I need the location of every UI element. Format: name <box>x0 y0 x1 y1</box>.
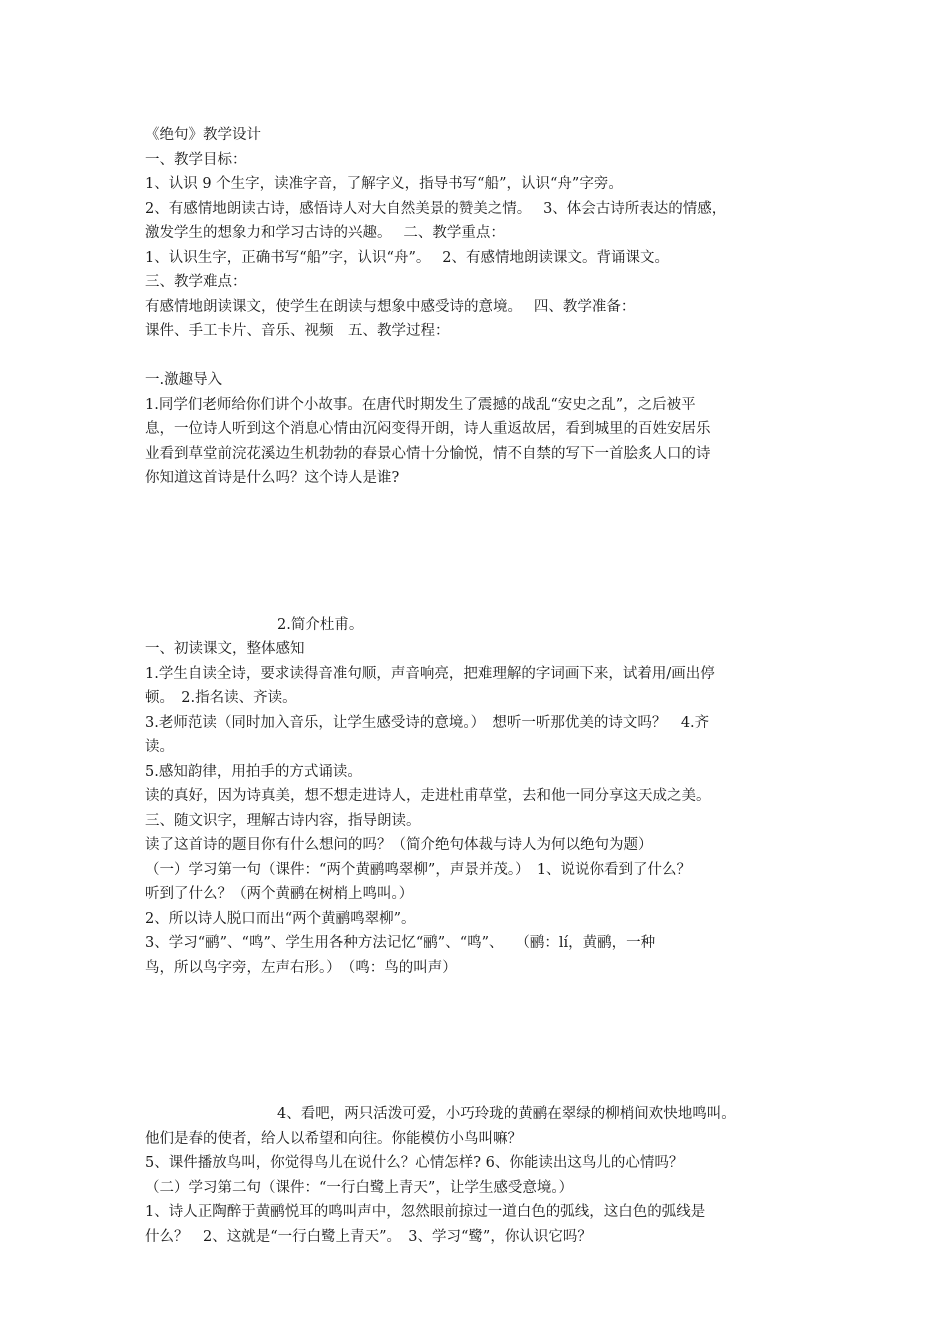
blank-space <box>145 980 810 1102</box>
text-line: 息，一位诗人听到这个消息心情由沉闷变得开朗，诗人重返故居，看到城里的百姓安居乐 <box>145 421 711 437</box>
text-line: 3、学习“鹂”、“鸣”、学生用各种方法记忆“鹂”、“鸣”、 （鹂：lí，黄鹂，一种 <box>145 935 656 951</box>
text-line: 2.简介杜甫。 <box>277 616 364 633</box>
text-line: 5、课件播放鸟叫，你觉得鸟儿在说什么？心情怎样? 6、你能读出这鸟儿的心情吗？ <box>145 1155 684 1171</box>
text-line: 课件、手工卡片、音乐、视频 五、教学过程： <box>145 323 450 339</box>
text-line: 顿。 2.指名读、齐读。 <box>145 690 297 706</box>
text-line: 1.同学们老师给你们讲个小故事。在唐代时期发生了震撼的战乱“安史之乱”，之后被平 <box>145 396 696 413</box>
section-heading: 一、初读课文，整体感知 <box>145 641 305 657</box>
document-title: 《绝句》教学设计 <box>145 127 261 143</box>
section-heading: 一.激趣导入 <box>145 372 223 388</box>
text-line: 激发学生的想象力和学习古诗的兴趣。 二、教学重点： <box>145 225 505 241</box>
text-line: 三、教学难点： <box>145 274 247 290</box>
document-page <box>145 123 810 1249</box>
text-line: 听到了什么？（两个黄鹂在树梢上鸣叫。） <box>145 886 414 902</box>
section-heading: 三、随文识字，理解古诗内容，指导朗读。 <box>145 812 421 829</box>
text-line: 一、教学目标： <box>145 151 247 168</box>
blank-line <box>145 344 810 369</box>
text-line: 4、看吧，两只活泼可爱，小巧玲珑的黄鹂在翠绿的柳梢间欢快地鸣叫。 <box>277 1106 736 1122</box>
text-line: 你知道这首诗是什么吗？这个诗人是谁? <box>145 470 400 486</box>
blank-space <box>145 491 810 613</box>
text-line: 有感情地朗读课文，使学生在朗读与想象中感受诗的意境。 四、教学准备： <box>145 298 636 315</box>
text-line: 鸟，所以鸟字旁，左声右形。） （鸣：鸟的叫声） <box>145 959 457 976</box>
text-line: 5.感知韵律，用拍手的方式诵读。 <box>145 763 362 780</box>
text-line: 3.老师范读（同时加入音乐，让学生感受诗的意境。） 想听一听那优美的诗文吗？ 4.齐 <box>145 714 710 731</box>
text-line: 2、所以诗人脱口而出“两个黄鹂鸣翠柳”。 <box>145 910 416 927</box>
text-line: 他们是春的使者，给人以希望和向往。你能模仿小鸟叫嘛？ <box>145 1130 522 1147</box>
text-line: 1、认识生字，正确书写“船”字，认识“舟”。 2、有感情地朗读课文。背诵课文。 <box>145 249 669 266</box>
text-line: 读。 <box>145 739 174 755</box>
text-line: 2、有感情地朗读古诗，感悟诗人对大自然美景的赞美之情。 3、体会古诗所表达的情感， <box>145 200 727 217</box>
text-line: 什么？ 2、这就是“一行白鹭上青天”。 3、学习“鹭”，你认识它吗？ <box>145 1228 592 1245</box>
text-line: 1、诗人正陶醉于黄鹂悦耳的鸣叫声中，忽然眼前掠过一道白色的弧线，这白色的弧线是 <box>145 1204 706 1220</box>
text-line: （一）学习第一句（课件：“两个黄鹂鸣翠柳”，声景并茂。） 1、说说你看到了什么？ <box>145 861 692 878</box>
text-line: 读了这首诗的题目你有什么想问的吗？（简介绝句体裁与诗人为何以绝句为题） <box>145 837 653 853</box>
text-line: 1、认识 9 个生字，读准字音，了解字义，指导书写“船”，认识“舟”字旁。 <box>145 176 623 192</box>
text-line: （二）学习第二句（课件：“一行白鹭上青天”，让学生感受意境。） <box>145 1179 574 1196</box>
text-line: 业看到草堂前浣花溪边生机勃勃的春景心情十分愉悦，情不自禁的写下一首脍炙人口的诗 <box>145 445 711 462</box>
text-line: 读的真好，因为诗真美，想不想走进诗人，走进杜甫草堂，去和他一同分享这天成之美。 <box>145 788 711 804</box>
text-line: 1.学生自读全诗，要求读得音准句顺，声音响亮，把难理解的字词画下来，试着用/画出停 <box>145 665 715 682</box>
